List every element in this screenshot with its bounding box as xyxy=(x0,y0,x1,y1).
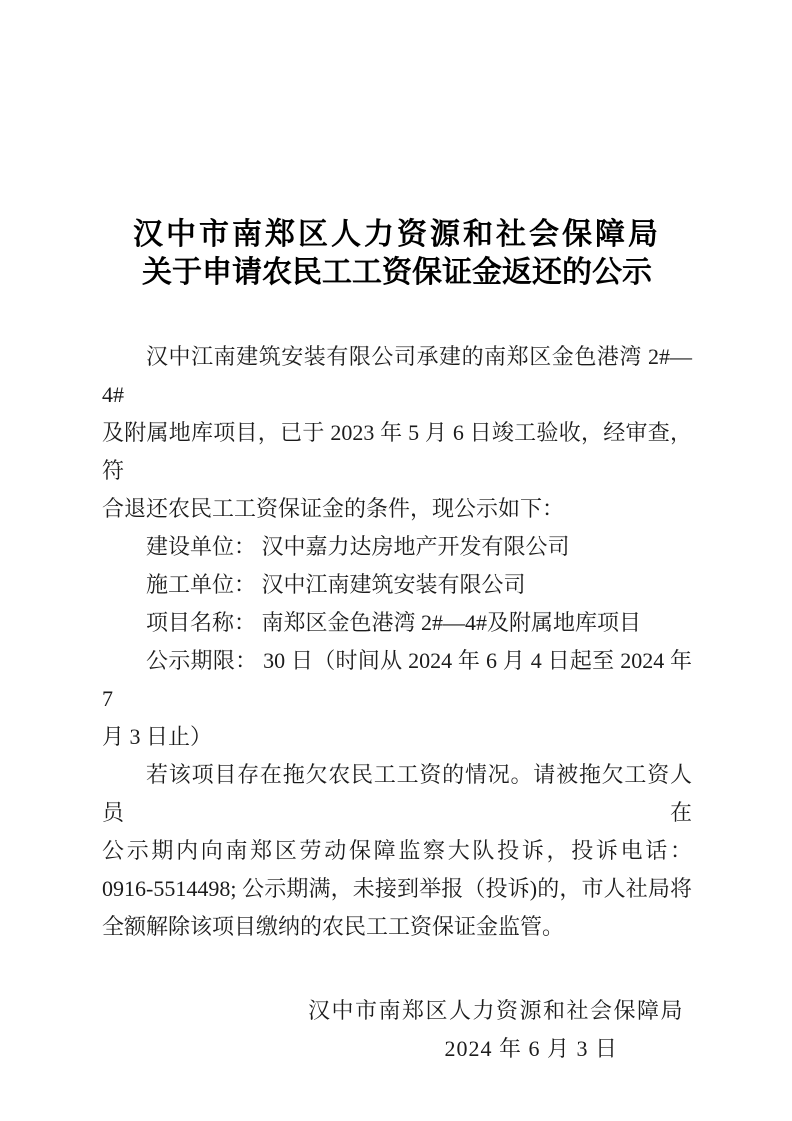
title-line-1: 汉中市南郑区人力资源和社会保障局 xyxy=(133,218,661,251)
paragraph1-line-3: 合退还农民工工资保证金的条件，现公示如下： xyxy=(102,496,565,521)
construction-unit-line: 建设单位： 汉中嘉力达房地产开发有限公司 xyxy=(146,534,570,559)
paragraph1-line-1: 汉中江南建筑安装有限公司承建的南郑区金色港湾 2#—4# xyxy=(102,344,692,407)
issuer-signature: 汉中市南郑区人力资源和社会保障局 xyxy=(307,998,684,1023)
publicity-period-line-1: 公示期限： 30 日（时间从 2024 年 6 月 4 日起至 2024 年 7 xyxy=(102,648,692,711)
publicity-period-line-2: 月 3 日止） xyxy=(102,724,213,749)
project-name-line: 项目名称： 南郑区金色港湾 2#—4#及附属地库项目 xyxy=(146,610,642,635)
paragraph2-line-3: 0916-5514498; 公示期满，未接到举报（投诉)的，市人社局将 xyxy=(102,876,692,901)
issue-date: 2024 年 6 月 3 日 xyxy=(444,1036,618,1061)
paragraph2-line-1: 若该项目存在拖欠农民工工资的情况。请被拖欠工资人员在 xyxy=(102,762,692,825)
paragraph1-line-2: 及附属地库项目，已于 2023 年 5 月 6 日竣工验收，经审查，符 xyxy=(102,420,692,483)
builder-unit-line: 施工单位： 汉中江南建筑安装有限公司 xyxy=(146,572,526,597)
document-body xyxy=(102,338,692,946)
paragraph2-line-2: 公示期内向南郑区劳动保障监察大队投诉，投诉电话： xyxy=(102,838,692,863)
document-title xyxy=(102,216,692,292)
title-line-2: 关于申请农民工工资保证金返还的公示 xyxy=(142,256,652,289)
paragraph2-line-4: 全额解除该项目缴纳的农民工工资保证金监管。 xyxy=(102,914,565,939)
